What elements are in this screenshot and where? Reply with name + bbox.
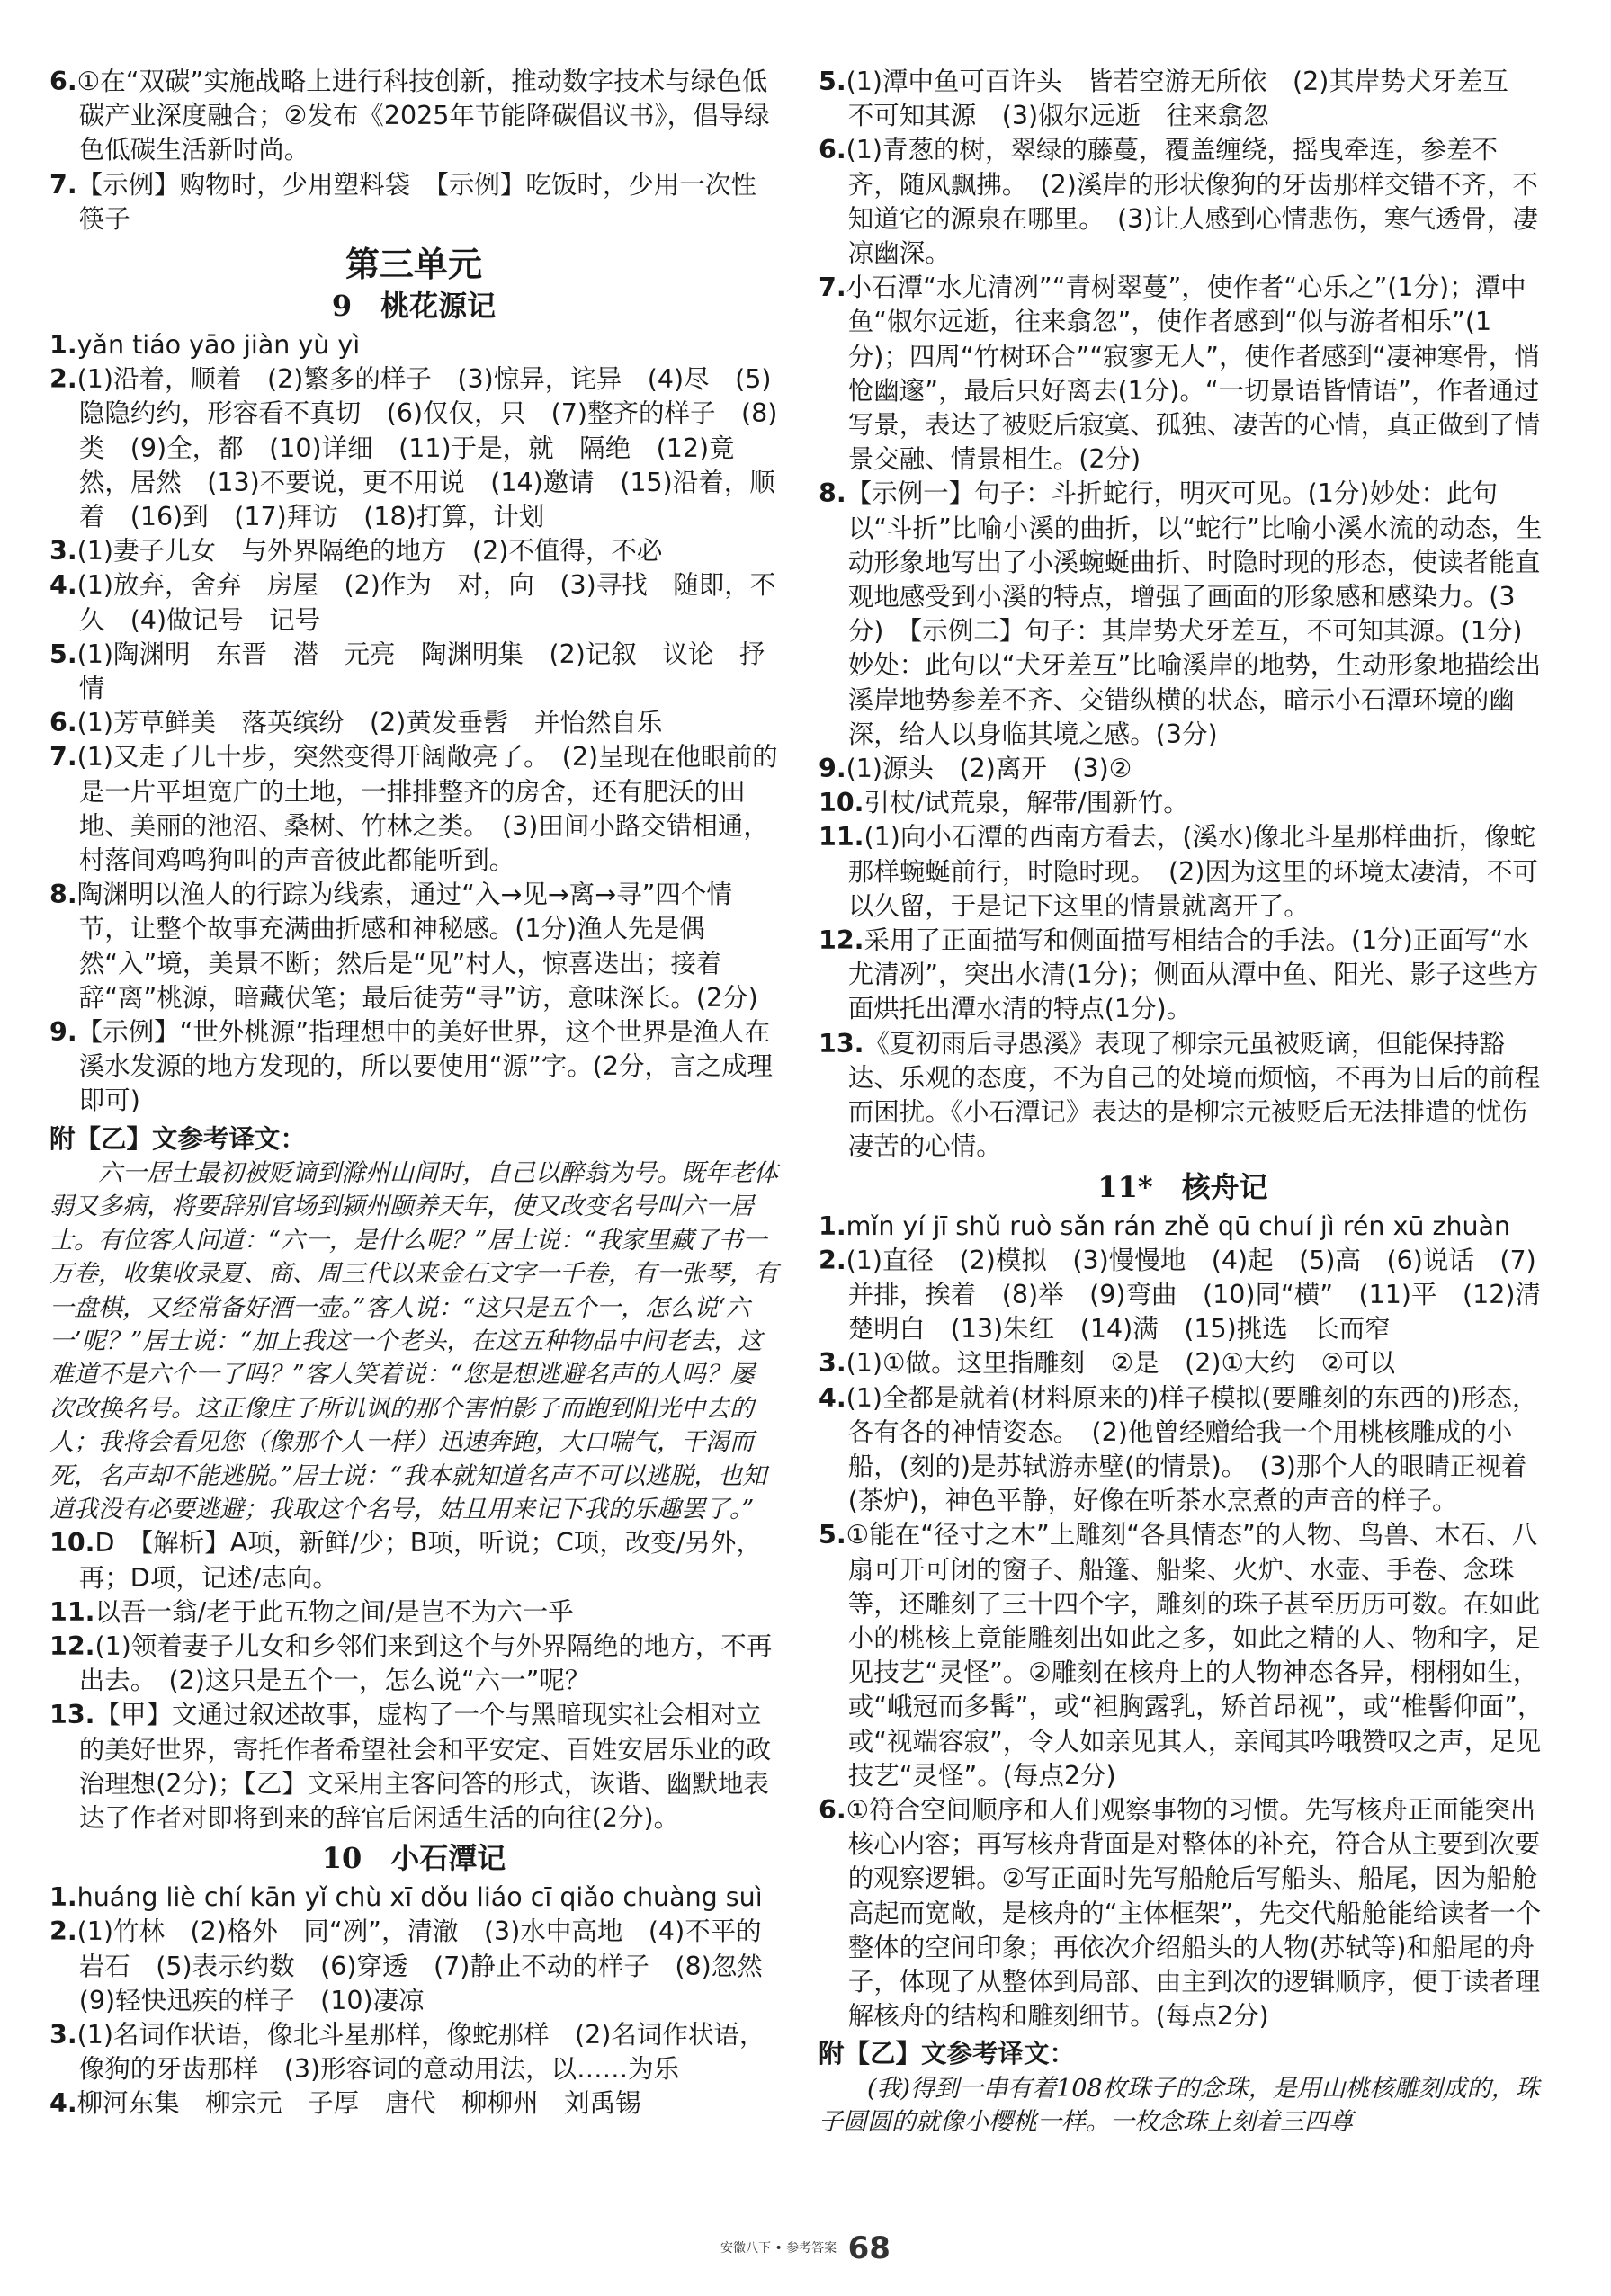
answer-text: 《夏初雨后寻愚溪》表现了柳宗元虽被贬谪，但能保持豁达、乐观的态度，不为自己的处境而烦恼，不再为日后的前程而困扰。《小石潭记》表达的是柳宗元被贬后无法排遣的忧伤凄苦的心情。: [847, 1028, 1541, 1162]
answer-number: 1.: [49, 1882, 77, 1913]
answer-number: 3.: [49, 536, 77, 567]
answer-number: 9.: [49, 1017, 77, 1048]
answer-number: 1.: [49, 330, 77, 361]
attach-title-right: 附【乙】文参考译文：: [819, 2039, 1076, 2069]
answer-item: [49, 2086, 778, 2121]
answer-number: 7.: [819, 272, 846, 303]
answer-text: (1)芳草鲜美 落英缤纷 (2)黄发垂髫 并怡然自乐: [76, 708, 663, 738]
answer-item: [819, 1346, 1547, 1380]
answer-number: 5.: [49, 639, 77, 669]
answer-text: mǐn yí jī shǔ ruò sǎn rán zhě qū chuí jì rén xū zhuàn: [846, 1211, 1511, 1241]
attach-title-left: 附【乙】文参考译文：: [49, 1123, 307, 1154]
answer-number: 8.: [49, 880, 77, 910]
right-column: [819, 65, 1547, 2139]
answer-item: [49, 1015, 778, 1119]
answer-number: 6.: [49, 67, 77, 96]
answer-item: [819, 477, 1547, 752]
answer-item: [819, 1518, 1547, 1793]
answer-text: 小石潭“水尤清冽”“青树翠蔓”，使作者“心乐之”(1分)；潭中鱼“俶尔远逝，往来翕忽”，使作者感到“似与游者相乐”(1分)；四周“竹树环合”“寂寥无人”，使作者感到“凄神寒骨，悄怆幽邃”，最后只好离去(1分)。“一切景语皆情语”，作者通过写景，表达了被贬后寂寞、孤独、凄苦的心情，真正做到了情景交融、情景相生。(2分): [846, 272, 1541, 475]
answer-number: 4.: [49, 2088, 77, 2119]
answer-text: (1)妻子儿女 与外界隔绝的地方 (2)不值得，不必: [76, 536, 663, 567]
answer-text: 【示例】“世外桃源”指理想中的美好世界，这个世界是渔人在溪水发源的地方发现的，所以要使用“源”字。(2分，言之成理即可): [76, 1017, 774, 1116]
answer-item: [49, 65, 778, 168]
answer-number: 6.: [819, 1794, 846, 1825]
answer-number: 5.: [819, 67, 846, 96]
answer-item: [49, 168, 778, 237]
answer-item: [819, 786, 1547, 820]
answer-item: [819, 1381, 1547, 1519]
answer-text: (1)放弃，舍弃 房屋 (2)作为 对，向 (3)寻找 随即，不久 (4)做记号 记号: [76, 570, 776, 635]
answer-number: 2.: [819, 1245, 846, 1275]
answer-text: (1)领着妻子儿女和乡邻们来到这个与外界隔绝的地方，不再出去。 (2)这只是五个一，怎么说“六一”呢？: [78, 1630, 773, 1696]
lesson-9-extra-answers: [49, 1526, 778, 1836]
answer-number: 3.: [819, 1348, 846, 1379]
answer-text: yǎn tiáo yāo jiàn yù yì: [76, 330, 361, 361]
answer-item: [49, 638, 778, 706]
lesson-10-answers-cont: [819, 65, 1547, 1165]
answer-item: [819, 1244, 1547, 1347]
answer-text: (1)陶渊明 东晋 潜 元亮 陶渊明集 (2)记叙 议论 抒情: [76, 639, 765, 704]
answer-item: [819, 1210, 1547, 1244]
answer-text: (1)全都是就着(材料原来的)样子模拟(要雕刻的东西的)形态，各有各的神情姿态。 (2)他曾经赠给我一个用桃核雕成的小船，(刻的)是苏轼游赤壁(的情景)。 (3)那个人的眼睛正视着(茶炉)，神色平静，好像在听茶水烹煮的声音的样子。: [846, 1382, 1538, 1516]
answer-text: ①在“双碳”实施战略上进行科技创新，推动数字技术与绿色低碳产业深度融合；②发布《2025年节能降碳倡议书》，倡导绿色低碳生活新时尚。: [76, 67, 770, 165]
answer-text: (1)潭中鱼可百许头 皆若空游无所依 (2)其岸势犬牙差互 不可知其源 (3)俶尔远逝 往来翕忽: [846, 67, 1535, 131]
answer-number: 6.: [819, 135, 846, 165]
answer-number: 3.: [49, 2020, 77, 2050]
answer-text: 以吾一翁/老于此五物之间/是岂不为六一乎: [94, 1596, 574, 1627]
answer-text: 陶渊明以渔人的行踪为线索，通过“入→见→离→寻”四个情节，让整个故事充满曲折感和神秘感。(1分)渔人先是偶然“入”境，美景不断；然后是“见”村人，惊喜迭出；接着辞“离”桃源，暗藏伏笔；最后徒劳“寻”访，意味深长。(2分): [76, 880, 758, 1013]
answer-text: 【甲】文通过叙述故事，虚构了一个与黑暗现实社会相对立的美好世界，寄托作者希望社会和平安定、百姓安居乐业的政治理想(2分)；【乙】文采用主客问答的形式，诙谐、幽默地表达了作者对即将到来的辞官后闲适生活的向往(2分)。: [78, 1700, 772, 1833]
translation-left: 六一居士最初被贬谪到滁州山间时，自己以醉翁为号。既年老体弱又多病，将要辞别官场到颍州颐养天年，使又改变名号叫六一居士。有位客人问道：“六一，是什么呢？”居士说：“我家里藏了书一万卷，收集收录夏、商、周三代以来金石文字一千卷，有一张琴，有一盘棋，又经常备好酒一壶。”客人说：“这只是五个一，怎么说‘六一’呢？”居士说：“加上我这一个老头，在这五种物品中间老去，这难道不是六个一了吗？”客人笑着说：“您是想逃避名声的人吗？屡次改换名号。这正像庄子所讥讽的那个害怕影子而跑到阳光中去的人；我将会看见您（像那个人一样）迅速奔跑，大口喘气，干渴而死，名声却不能逃脱。”居士说：“我本就知道名声不可以逃脱，也知道我没有必要逃避；我取这个名号，姑且用来记下我的乐趣罢了。”: [49, 1158, 778, 1523]
answer-text: 【示例一】句子：斗折蛇行，明灭可见。(1分)妙处：此句以“斗折”比喻小溪的曲折，以“蛇行”比喻小溪水流的动态，生动形象地写出了小溪蜿蜒曲折、时隐时现的形态，使读者能直观地感受到小溪的特点，增强了画面的形象感和感染力。(3分) 【示例二】句子：其岸势犬牙差互，不可知其源。(1分)妙处：此句以“犬牙差互”比喻溪岸的地势，生动形象地描绘出溪岸地势参差不齐、交错纵横的状态，暗示小石潭环境的幽深，给人以身临其境之感。(3分): [846, 478, 1543, 749]
answer-text: (1)向小石潭的西南方看去，(溪水)像北斗星那样曲折，像蛇那样蜿蜒前行，时隐时现。 (2)因为这里的环境太凄清，不可以久留，于是记下这里的情景就离开了。: [847, 822, 1538, 921]
answer-item: [49, 740, 778, 878]
answer-item: [49, 568, 778, 637]
answer-text: (1)①做。这里指雕刻 ②是 (2)①大约 ②可以: [846, 1348, 1396, 1379]
answer-item: [819, 924, 1547, 1027]
answer-number: 2.: [49, 364, 77, 395]
answer-number: 7.: [49, 169, 77, 200]
answer-number: 8.: [819, 478, 846, 509]
lesson-9-answers: [49, 328, 778, 1119]
answer-item: [819, 1027, 1547, 1165]
answer-text: 柳河东集 柳宗元 子厚 唐代 柳柳州 刘禹锡: [76, 2088, 641, 2119]
answer-number: 2.: [49, 1916, 77, 1947]
answer-number: 9.: [819, 754, 846, 784]
answer-text: 采用了正面描写和侧面描写相结合的手法。(1分)正面写“水尤清冽”，突出水清(1分)；侧面从潭中鱼、阳光、影子这些方面烘托出潭水清的特点(1分)。: [847, 925, 1539, 1024]
answer-number: 10.: [49, 1528, 95, 1559]
answer-item: [819, 271, 1547, 477]
page-number: 68: [847, 2230, 891, 2266]
lesson-10-answers: [49, 1881, 789, 2121]
answer-text: D 【解析】A项，新鲜/少；B项，听说；C项，改变/另外，再；D项，记述/志向。: [78, 1528, 762, 1593]
answer-item: [49, 1915, 789, 2018]
answer-text: huáng liè chí kān yǐ chù xī dǒu liáo cī qiǎo chuàng suì: [76, 1882, 763, 1913]
lesson-11-answers: [819, 1210, 1547, 2034]
translation-right: (我)得到一串有着108枚珠子的念珠，是用山桃核雕刻成的，珠子圆圆的就像小樱桃一样。一枚念珠上刻着三四尊: [819, 2074, 1540, 2136]
answer-number: 11.: [819, 822, 864, 853]
answer-item: [49, 328, 778, 362]
lesson-10-title: 10 小石潭记: [321, 1841, 506, 1876]
answer-number: 7.: [49, 742, 77, 773]
footer-label: 安徽八下 • 参考答案: [720, 2241, 837, 2256]
lesson-9-title: 9 桃花源记: [331, 289, 497, 324]
page-footer: [0, 2230, 1611, 2266]
answer-text: (1)源头 (2)离开 (3)②: [846, 754, 1132, 784]
answer-text: (1)竹林 (2)格外 同“冽”，清澈 (3)水中高地 (4)不平的岩石 (5)表示约数 (6)穿透 (7)静止不动的样子 (8)忽然 (9)轻快迅疾的样子 (10)凄凉: [76, 1916, 789, 2015]
answer-item: [49, 706, 778, 740]
answer-item: [49, 2018, 778, 2086]
answer-text: (1)直径 (2)模拟 (3)慢慢地 (4)起 (5)高 (6)说话 (7)并排，挨着 (8)举 (9)弯曲 (10)同“横” (11)平 (12)清楚明白 (13)朱红 (14)满 (15)挑选 长而窄: [846, 1245, 1542, 1345]
answer-number: 6.: [49, 708, 77, 738]
answer-item: [49, 1526, 778, 1595]
answer-number: 13.: [49, 1700, 95, 1730]
answer-number: 5.: [819, 1520, 846, 1550]
answer-number: 12.: [819, 925, 864, 956]
answer-text: 【示例】购物时，少用塑料袋 【示例】吃饭时，少用一次性筷子: [76, 169, 756, 234]
answer-number: 11.: [49, 1596, 95, 1627]
answer-item: [819, 752, 1547, 786]
unit-title: 第三单元: [345, 244, 482, 285]
answer-item: [819, 1793, 1547, 2033]
answer-number: 10.: [819, 788, 864, 818]
answer-item: [49, 1630, 778, 1698]
answer-item: [49, 1881, 778, 1915]
lesson-11-title: 11* 核舟记: [1097, 1169, 1268, 1204]
answer-text: (1)又走了几十步，突然变得开阔敞亮了。 (2)呈现在他眼前的是一片平坦宽广的土地，一排排整齐的房舍，还有肥沃的田地、美丽的池沼、桑树、竹林之类。 (3)田间小路交错相通，村落间鸡鸣狗叫的声音彼此都能听到。: [76, 742, 778, 876]
answer-item: [819, 133, 1547, 271]
answer-text: 引杖/试荒泉，解带/围新竹。: [864, 788, 1189, 818]
answer-text: (1)名词作状语，像北斗星那样，像蛇那样 (2)名词作状语，像狗的牙齿那样 (3)形容词的意动用法，以……为乐: [76, 2020, 765, 2085]
answer-text: (1)沿着，顺着 (2)繁多的样子 (3)惊异，诧异 (4)尽 (5)隐隐约约，形容看不真切 (6)仅仅，只 (7)整齐的样子 (8)类 (9)全，都 (10)详细 (11)于是，就 隔绝 (12)竟然，居然 (13)不要说，更不用说 (14)邀请 (15)沿着，顺着 (16)到 (17)拜访 (18)打算，计划: [76, 364, 778, 532]
answer-text: (1)青葱的树，翠绿的藤蔓，覆盖缠绕，摇曳牵连，参差不齐，随风飘拂。 (2)溪岸的形状像狗的牙齿那样交错不齐，不知道它的源泉在哪里。 (3)让人感到心情悲伤，寒气透骨，凄凉幽深。: [846, 135, 1538, 269]
answer-number: 1.: [819, 1211, 846, 1241]
answer-number: 4.: [819, 1382, 846, 1413]
answer-number: 13.: [819, 1028, 864, 1059]
left-column: [49, 65, 789, 2122]
answer-item: [49, 534, 778, 568]
answer-text: ①能在“径寸之木”上雕刻“各具情态”的人物、鸟兽、木石、八扇可开可闭的窗子、船篷、船桨、火炉、水壶、手卷、念珠等，还雕刻了三十四个字，雕刻的珠子甚至历历可数。在如此小的桃核上竟能雕刻出如此之多，如此之精的人、物和字，足见技艺“灵怪”。②雕刻在核舟上的人物神态各异，栩栩如生，或“峨冠而多髯”，或“袒胸露乳，矫首昂视”，或“椎髻仰面”，或“视端容寂”，令人如亲见其人，亲闻其吟哦赞叹之声，足见技艺“灵怪”。(每点2分): [846, 1520, 1544, 1791]
answer-number: 4.: [49, 570, 77, 601]
answer-number: 12.: [49, 1630, 95, 1661]
answer-item: [819, 820, 1547, 924]
answer-item: [49, 1698, 778, 1836]
answer-item: [49, 1595, 778, 1630]
answer-item: [49, 362, 778, 534]
answer-item: [819, 65, 1547, 133]
answer-text: ①符合空间顺序和人们观察事物的习惯。先写核舟正面能突出核心内容；再写核舟背面是对整体的补充，符合从主要到次要的观察逻辑。②写正面时先写船舱后写船头、船尾，因为船舱高起而宽敞，是核舟的“主体框架”，先交代船舱能给读者一个整体的空间印象；再依次介绍船头的人物(苏轼等)和船尾的舟子，体现了从整体到局部、由主到次的逻辑顺序，便于读者理解核舟的结构和雕刻细节。(每点2分): [846, 1794, 1542, 2032]
left-top-items: [49, 65, 778, 237]
answer-item: [49, 878, 778, 1015]
